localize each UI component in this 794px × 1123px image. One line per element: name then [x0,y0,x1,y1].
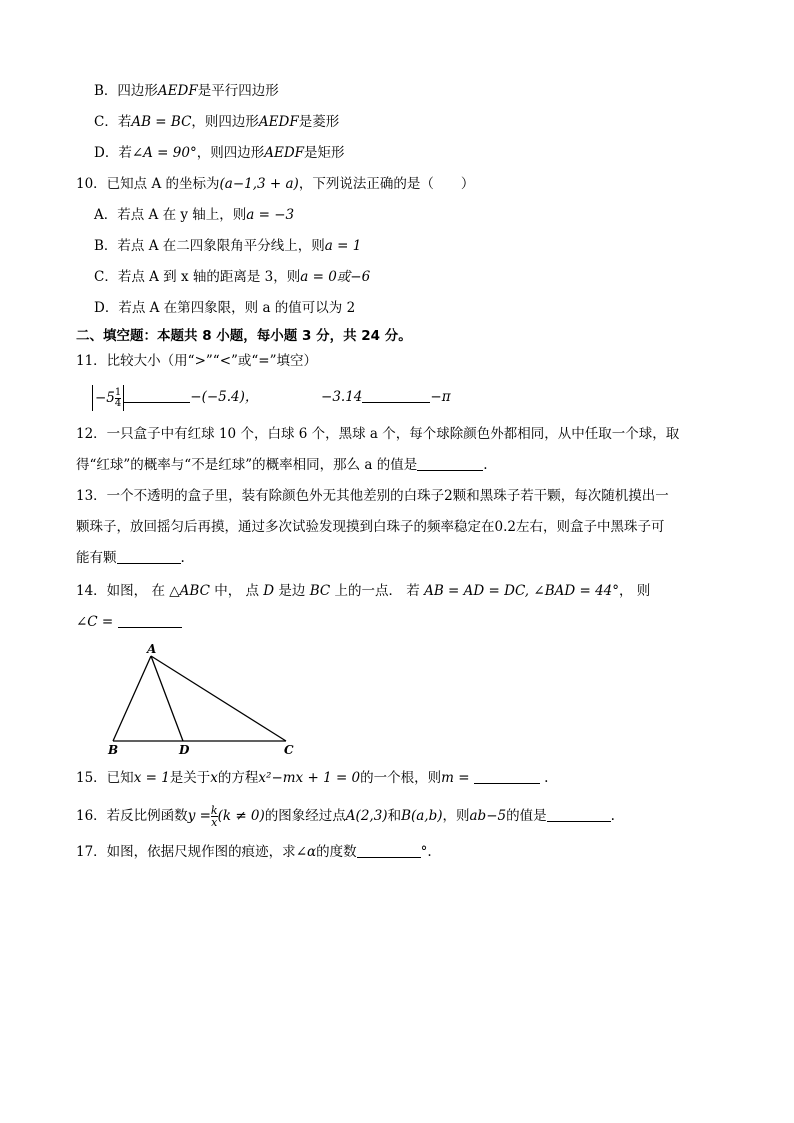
label-a: A [147,642,157,656]
q16-blank[interactable] [547,807,611,822]
q15-blank[interactable] [474,769,540,784]
q12-line-2: 得“红球”的概率与“不是红球”的概率相同，那么 a 的值是 . [76,457,488,473]
q14-line-2: ∠C = [76,613,182,631]
q14-line-1: 14．如图， 在 △ABC 中， 点 D 是边 BC 上的一点． 若 AB = AD = DC, ∠BAD = 44°， 则 [76,583,651,599]
q10-option-c: C．若点 A 到 x 轴的距离是 3，则a = 0或−6 [94,269,371,285]
q13-line-3: 能有颗 . [76,550,185,566]
q10-option-b: B．若点 A 在二四象限角平分线上，则a = 1 [94,238,362,254]
q11-absolute-value: −5 $\frac{1}{4}$ [92,385,124,411]
q9-option-d: D．若∠A = 90°，则四边形AEDF是矩形 [94,145,345,161]
q11-expressions: −5 $\frac{1}{4}$ −(−5.4)， −3.14 −π [92,383,451,413]
q17: 17．如图，依据尺规作图的痕迹，求∠α的度数 °. [76,844,432,860]
q13-blank[interactable] [117,549,181,564]
segment-ab [113,656,151,741]
segment-ac [151,656,286,741]
q9-option-b: B．四边形AEDF是平行四边形 [94,83,279,99]
q14-triangle-figure [100,638,310,758]
label-c: C [284,743,294,757]
q9-option-c: C．若AB = BC，则四边形AEDF是菱形 [94,114,340,130]
q13-line-2: 颗珠子，放回摇匀后再摸，通过多次试验发现摸到白珠子的频率稳定在0.2左右，则盒子中黑珠子可 [76,519,665,535]
q15: 15．已知x = 1是关于x的方程x²−mx + 1 = 0的一个根，则m = . [76,770,549,786]
q11-blank-1[interactable] [124,388,190,403]
q10-option-a: A．若点 A 在 y 轴上，则a = −3 [94,207,295,223]
q13-line-1: 13．一个不透明的盒子里，装有除颜色外无其他差别的白珠子2颗和黑珠子若干颗，每次随机摸出一 [76,488,669,504]
segment-ad [151,656,183,741]
q14-blank[interactable] [118,613,182,628]
q10-stem: 10．已知点 A 的坐标为(a−1,3 + a)，下列说法正确的是（ ） [76,176,475,192]
q11-stem: 11．比较大小（用“>”“<”或“=”填空） [76,353,318,369]
q12-blank[interactable] [417,456,483,471]
q10-option-d: D．若点 A 在第四象限，则 a 的值可以为 2 [94,300,356,316]
q12-line-1: 12．一只盒子中有红球 10 个，白球 6 个，黑球 a 个，每个球除颜色外都相同，从中任取一个球，取 [76,426,680,442]
q11-blank-2[interactable] [362,388,430,403]
q16: 16．若反比例函数y = $\frac{k}{x}$ (k ≠ 0)的图象经过点A(2,3)和B(a,b)，则ab−5的值是 . [76,804,615,829]
label-b: B [108,743,119,757]
label-d: D [179,743,190,757]
q17-blank[interactable] [357,843,421,858]
section-2-heading: 二、填空题：本题共 8 小题，每小题 3 分，共 24 分。 [76,328,412,344]
